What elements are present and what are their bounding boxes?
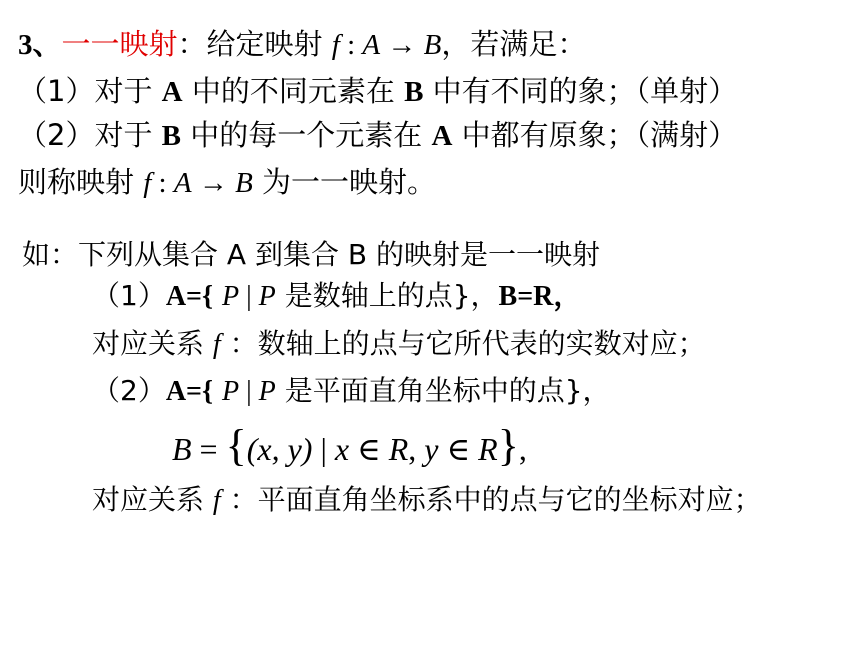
map-B: B — [423, 29, 442, 61]
condition-2-post: 中都有原象；（满射） — [452, 118, 738, 152]
formula-end: , — [518, 431, 527, 467]
formula-pair: (x, y) — [246, 431, 313, 467]
formula-y: y — [424, 431, 439, 467]
formula-in-2: ∈ — [438, 431, 479, 467]
formula-R-1: R — [388, 431, 409, 467]
condition-1-mid: 中的不同元素在 — [182, 74, 405, 108]
item-2-bar: | — [239, 376, 259, 407]
item-1-set-b: B=R， — [498, 281, 582, 312]
section-number: 3、 — [18, 29, 62, 61]
item-1-var: P — [221, 281, 240, 312]
item-2-rel-f: f — [212, 485, 221, 516]
condition-2-number: （2） — [18, 118, 95, 152]
item-2-set-open: A={ — [165, 376, 214, 407]
item-1-rel-f: f — [212, 329, 221, 360]
conclusion-map-sep: : — [151, 167, 174, 199]
item-2-rel-post: ：平面直角坐标系中的点与它的坐标对应； — [229, 483, 762, 516]
item-2-rel-pre: 对应关系 — [92, 483, 205, 516]
set-b-formula — [172, 422, 527, 473]
item-2-number: （2） — [92, 374, 166, 407]
example-item-2 — [92, 373, 611, 410]
conclusion — [18, 164, 436, 201]
formula-comma: , — [408, 431, 425, 467]
formula-lhs: B — [172, 431, 192, 467]
condition-2-mid: 中的每一个元素在 — [181, 118, 432, 152]
condition-1-set1: A — [161, 76, 183, 108]
condition-1-pre: 对于 — [94, 74, 162, 108]
definition-heading — [18, 26, 586, 63]
item-1-number: （1） — [92, 279, 166, 312]
map-arrow: → — [380, 29, 424, 61]
condition-2-set2: A — [431, 120, 453, 152]
formula-open-brace: { — [225, 421, 247, 470]
condition-2-set1: B — [161, 120, 182, 152]
example-item-1 — [92, 278, 581, 315]
item-1-var-2: P — [258, 281, 276, 312]
conclusion-post: 为一一映射。 — [262, 165, 437, 199]
formula-eq: = — [191, 431, 226, 467]
formula-bar: | — [312, 431, 335, 467]
item-1-bar: | — [239, 281, 259, 312]
condition-2 — [18, 117, 737, 154]
colon: ： — [177, 27, 207, 61]
conclusion-map-B: B — [235, 167, 253, 199]
lead-text: 给定映射 — [206, 27, 323, 61]
item-1-set-open: A={ — [165, 281, 214, 312]
item-1-rel-pre: 对应关系 — [92, 327, 205, 360]
conclusion-pre: 则称映射 — [18, 165, 135, 199]
map-f: f — [331, 29, 340, 61]
item-2-desc: 是平面直角坐标中的点}， — [284, 374, 611, 407]
item-2-var-2: P — [258, 376, 276, 407]
condition-lead: ，若满足： — [441, 27, 587, 61]
formula-R-2: R — [478, 431, 498, 467]
formula-x: x — [334, 431, 350, 467]
item-1-rel-post: ：数轴上的点与它所代表的实数对应； — [229, 327, 706, 360]
item-1-desc: 是数轴上的点}， — [284, 279, 499, 312]
condition-1-number: （1） — [18, 74, 95, 108]
condition-1-post: 中有不同的象；（单射） — [423, 74, 738, 108]
conclusion-map-A: A — [173, 167, 192, 199]
condition-1 — [18, 73, 737, 110]
example-item-2-relation — [92, 482, 762, 519]
formula-close-brace: } — [497, 421, 519, 470]
condition-1-set2: B — [404, 76, 424, 108]
term-highlight: 一一映射 — [61, 27, 178, 61]
formula-in-1: ∈ — [349, 431, 389, 467]
conclusion-map-f: f — [143, 167, 152, 199]
example-item-1-relation — [92, 326, 706, 363]
item-2-var: P — [221, 376, 240, 407]
condition-2-pre: 对于 — [94, 118, 162, 152]
conclusion-map-arrow: → — [191, 167, 236, 199]
map-sep: : — [339, 29, 363, 61]
example-intro — [22, 237, 600, 273]
map-A: A — [362, 29, 381, 61]
example-intro-text: 如：下列从集合 A 到集合 B 的映射是一一映射 — [22, 238, 600, 271]
